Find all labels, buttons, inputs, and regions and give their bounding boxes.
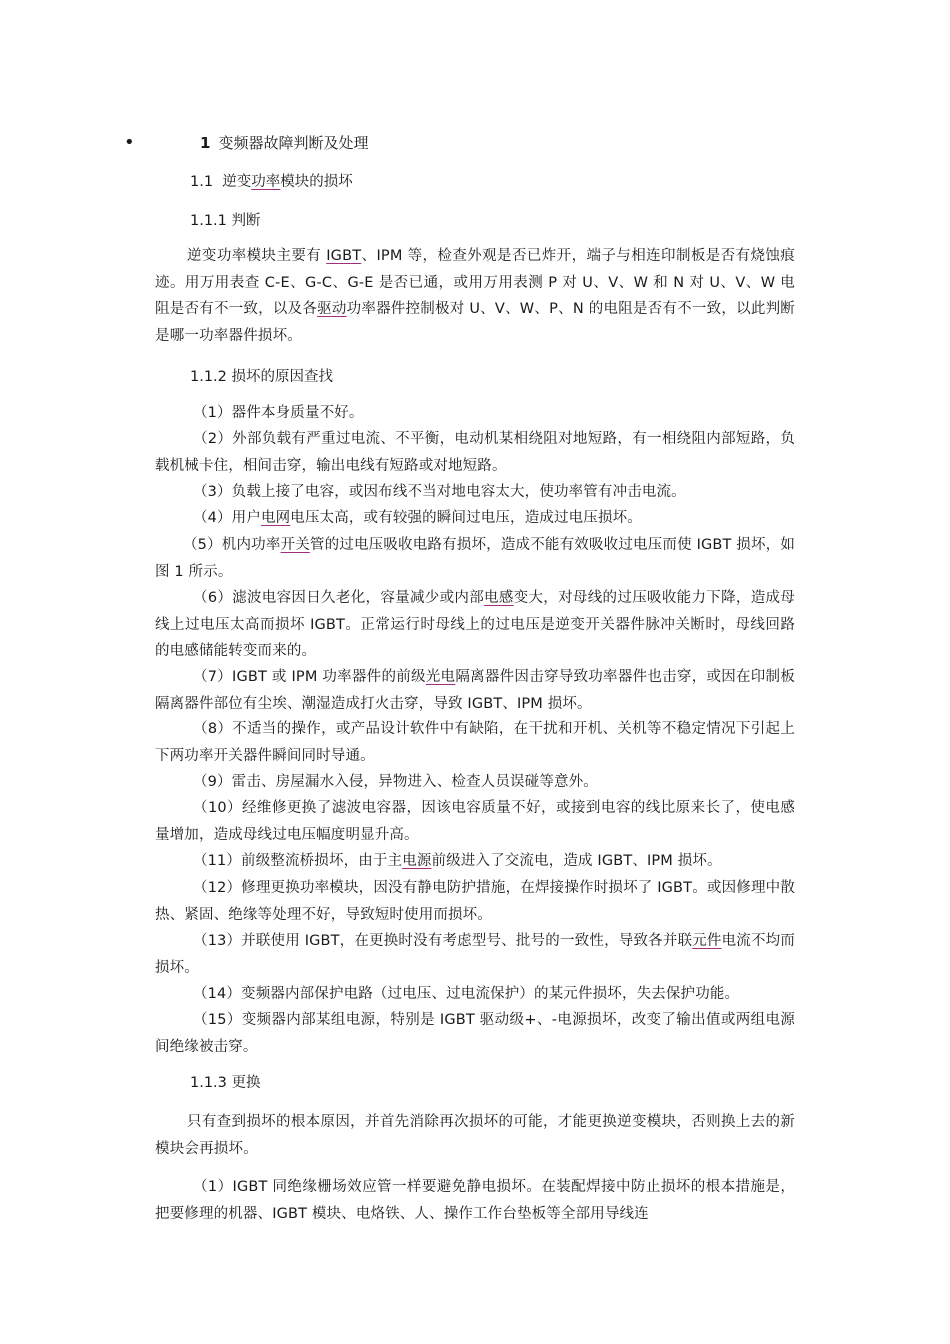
paragraph-replacement: 只有查到损坏的根本原因，并首先消除再次损坏的可能，才能更换逆变模块，否则换上去的新模块会再损坏。 bbox=[155, 1114, 795, 1157]
replacement-item-1: （1）IGBT 同绝缘栅场效应管一样要避免静电损坏。在装配焊接中防止损坏的根本措施是，把要修理的机器、IGBT 模块、电烙铁、人、操作工作台垫板等全部用导线连 bbox=[155, 1179, 795, 1222]
text-run: （6）滤波电容因日久老化，容量减少或内部 bbox=[193, 590, 485, 606]
text-run: 隔离器件因击穿导致功率器件也击穿，或因在印制板隔离器件部位有尘埃、潮湿造成打火击穿，导致 IGBT、IPM 损坏。 bbox=[155, 669, 795, 712]
section-number: 1.1 bbox=[190, 174, 214, 190]
cause-item-4 bbox=[155, 505, 795, 532]
link-dianwang[interactable]: 电网 bbox=[260, 510, 291, 526]
link-igbt[interactable]: IGBT bbox=[326, 248, 362, 264]
link-diangan[interactable]: 电感 bbox=[484, 590, 514, 606]
cause-item-5 bbox=[155, 532, 795, 585]
cause-item-11 bbox=[155, 848, 795, 875]
cause-item-14: （14）变频器内部保护电路（过电压、过电流保护）的某元件损坏，失去保护功能。 bbox=[193, 986, 740, 1002]
chapter-title: 变频器故障判断及处理 bbox=[218, 134, 369, 152]
text-run: （11）前级整流桥损坏，由于主 bbox=[193, 853, 403, 869]
chapter-heading bbox=[200, 133, 368, 153]
chapter-number: 1 bbox=[200, 134, 211, 152]
text-run: 电流不均而损坏。 bbox=[155, 933, 795, 976]
link-gonglv[interactable]: 功率 bbox=[251, 174, 281, 190]
cause-item-7 bbox=[155, 664, 795, 717]
cause-item-8: （8）不适当的操作，或产品设计软件中有缺陷，在干扰和开机、关机等不稳定情况下引起上下两功率开关器件瞬间同时导通。 bbox=[155, 721, 795, 764]
cause-item-9: （9）雷击、房屋漏水入侵，异物进入、检查人员误碰等意外。 bbox=[193, 774, 598, 790]
paragraph-judgement bbox=[155, 243, 795, 349]
subsection-heading-1-1-2: 1.1.2 损坏的原因查找 bbox=[190, 369, 334, 385]
subsection-heading-1-1-3: 1.1.3 更换 bbox=[190, 1075, 261, 1091]
text-run: 功率器件控制极对 U、V、W、P、N 的电阻是否有不一致，以此判断是哪一功率器件损坏。 bbox=[155, 301, 796, 344]
text-run: 逆变功率模块主要有 bbox=[187, 248, 327, 264]
link-yuanjian[interactable]: 元件 bbox=[692, 933, 722, 949]
link-qudong[interactable]: 驱动 bbox=[317, 301, 347, 317]
section-title-part: 模块的损坏 bbox=[280, 174, 353, 190]
subsection-heading-1-1-1: 1.1.1 判断 bbox=[190, 213, 261, 229]
cause-item-2: （2）外部负载有严重过电流、不平衡，电动机某相绕阻对地短路，有一相绕阻内部短路，负载机械卡住，相间击穿，输出电线有短路或对地短路。 bbox=[155, 431, 795, 474]
cause-item-12: （12）修理更换功率模块，因没有静电防护措施，在焊接操作时损坏了 IGBT。或因修理中散热、紧固、绝缘等处理不好，导致短时使用而损坏。 bbox=[155, 880, 795, 923]
text-run: 前级进入了交流电，造成 IGBT、IPM 损坏。 bbox=[431, 853, 722, 869]
cause-item-1: （1）器件本身质量不好。 bbox=[193, 405, 364, 421]
link-dianyuan[interactable]: 电源 bbox=[402, 853, 432, 869]
text-run: 管的过电压吸收电路有损坏，造成不能有效吸收过电压而使 IGBT 损坏，如图 1 所示。 bbox=[155, 537, 795, 580]
text-run: （5）机内功率 bbox=[183, 537, 281, 553]
text-run: （7）IGBT 或 IPM 功率器件的前级 bbox=[193, 669, 426, 685]
cause-item-10: （10）经维修更换了滤波电容器，因该电容质量不好，或接到电容的线比原来长了，使电感量增加，造成母线过电压幅度明显升高。 bbox=[155, 800, 795, 843]
section-heading-1-1 bbox=[190, 172, 353, 192]
link-guangdian[interactable]: 光电 bbox=[425, 669, 456, 685]
section-title-part: 逆变 bbox=[222, 174, 252, 190]
text-run: （4）用户 bbox=[193, 510, 261, 526]
text-run: 变大，对母线的过压吸收能力下降，造成母线上过电压太高而损坏 IGBT。正常运行时母线上的过电压是逆变开关器件脉冲关断时，母线回路的电感储能转变而来的。 bbox=[155, 590, 795, 659]
text-run: 、IPM 等，检查外观是否已炸开，端子与相连印制板是否有烧蚀痕迹。用万用表查 C-E、G-C、G-E 是否已通，或用万用表测 P 对 U、V、W 和 N 对 U、V、W 电阻是否有不一致，以及各 bbox=[155, 248, 796, 317]
cause-item-15: （15）变频器内部某组电源，特别是 IGBT 驱动级+、-电源损坏，改变了输出值或两组电源间绝缘被击穿。 bbox=[155, 1012, 795, 1055]
cause-item-3: （3）负载上接了电容，或因布线不当对地电容太大，使功率管有冲击电流。 bbox=[193, 484, 686, 500]
text-run: （13）并联使用 IGBT，在更换时没有考虑型号、批号的一致性，导致各并联 bbox=[193, 933, 693, 949]
link-kaiguan[interactable]: 开关 bbox=[280, 537, 310, 553]
text-run: 电压太高，或有较强的瞬间过电压，造成过电压损坏。 bbox=[290, 510, 642, 526]
cause-item-13 bbox=[155, 928, 795, 981]
cause-item-6 bbox=[155, 585, 795, 665]
list-bullet: • bbox=[124, 132, 135, 153]
